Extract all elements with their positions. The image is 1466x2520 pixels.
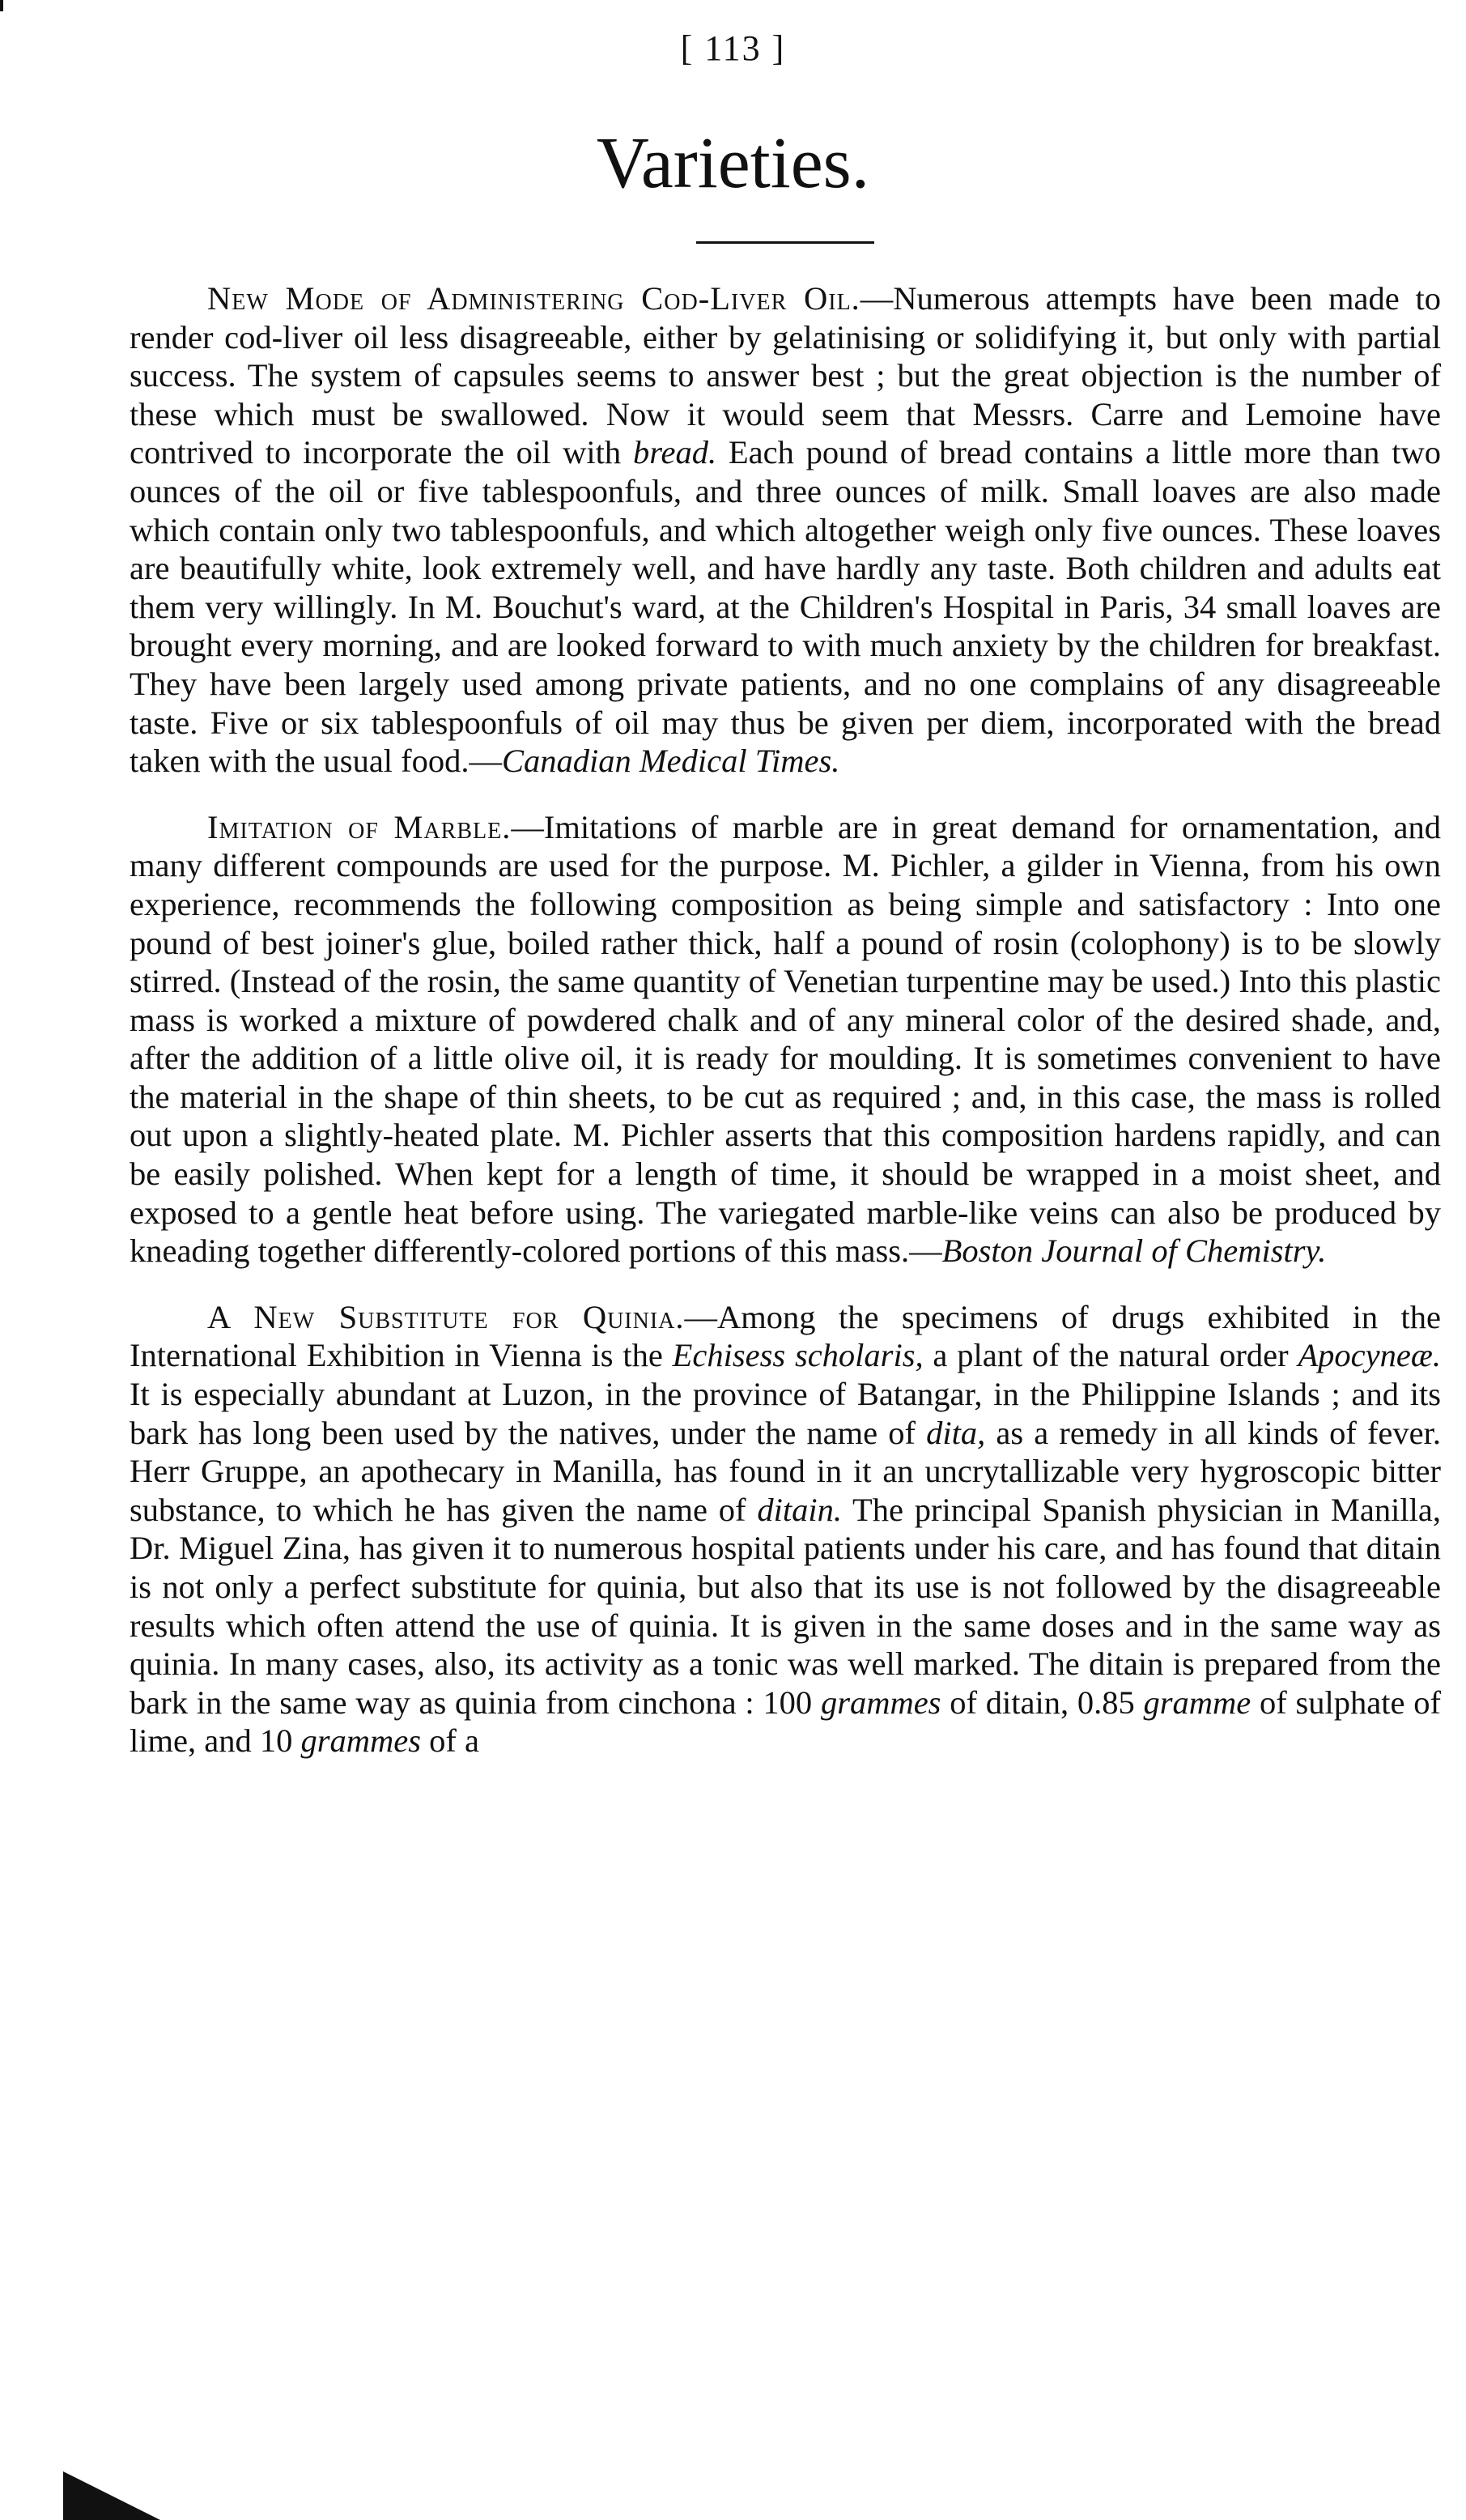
- article-quinia-substitute: [130, 1298, 1441, 1760]
- article-heading: Imitation of Marble.: [207, 808, 512, 845]
- article-text: as a remedy in all kinds of fever. Herr Gruppe, an apothecary in Manilla, has found in it an uncrytallizable very hygroscopic bitter substance, to which he has given the name of: [130, 1414, 1442, 1528]
- article-text: The principal Spanish physician in Manilla, Dr. Miguel Zina, has given it to numerous hospital patients under his care, and has found that ditain is not only a perfect substitute for quinia, but also that its use is not followed by the disagreeable results which often attend the use of quinia. It is given in the same doses and in the same way as quinia. In many cases, also, its activity as a tonic was well marked. The ditain is prepared from the bark in the same way as quinia from cinchona : 100: [130, 1491, 1441, 1721]
- emphasis-text: bread.: [632, 434, 717, 471]
- article-source: Canadian Medical Times.: [502, 743, 840, 780]
- article-body: [130, 279, 1441, 1788]
- corner-triangle-mark: [63, 2471, 160, 2520]
- article-text: —Numerous attempts have been made to render cod-liver oil less disagreeable, either by gelatinising or solidifying it, but only with partial success. The system of capsules seems to answer best ; but the great objection is the number of these which must be swallowed. Now it would seem that Messrs. Carre and Lemoine have contrived to incorporate the oil with: [130, 280, 1441, 471]
- article-text: —Among the specimens of drugs exhibited in the International Exhibition in Vienna is the: [130, 1298, 1441, 1374]
- emphasis-text: ditain.: [757, 1491, 842, 1528]
- page-title: Varieties.: [596, 123, 870, 203]
- emphasis-text: gramme: [1143, 1684, 1251, 1721]
- article-heading: A New Substitute for Quinia.: [207, 1298, 685, 1335]
- article-text: of ditain, 0.85: [941, 1684, 1144, 1721]
- article-text: Each pound of bread contains a little more than two ounces of the oil or five tablespoonfuls, and three ounces of milk. Small loaves are also made which contain only two tablespoonfuls, and which altogether weigh only five ounces. These loaves are beautifully white, look extremely well, and have hardly any taste. Both children and adults eat them very willingly. In M. Bouchut's ward, at the Children's Hospital in Paris, 34 small loaves are brought every morning, and are looked forward to with much anxiety by the children for breakfast. They have been largely used among private patients, and no one complains of any disagreeable taste. Five or six tablespoonfuls of oil may thus be given per diem, incorporated with the bread taken with the usual food.—: [130, 434, 1441, 780]
- title-divider: [696, 241, 874, 244]
- article-imitation-marble: [130, 808, 1441, 1271]
- article-heading: New Mode of Administering Cod-Liver Oil.: [207, 280, 860, 317]
- article-text: a plant of the natural order: [923, 1337, 1298, 1374]
- emphasis-text: Echisess scholaris,: [672, 1337, 924, 1374]
- article-cod-liver-oil: [130, 279, 1441, 781]
- page-number: [ 113 ]: [680, 28, 786, 68]
- emphasis-text: dita,: [926, 1414, 986, 1451]
- page-edge-mark: [0, 0, 3, 11]
- article-text: —Imitations of marble are in great demand for ornamentation, and many different compounds are used for the purpose. M. Pichler, a gilder in Vienna, from his own experience, recommends the following composition as being simple and satisfactory : Into one pound of best joiner's glue, boiled rather thick, half a pound of rosin (colophony) is to be slowly stirred. (Instead of the rosin, the same quantity of Venetian turpentine may be used.) Into this plastic mass is worked a mixture of powdered chalk and of any mineral color of the desired shade, and, after the addition of a little olive oil, it is ready for moulding. It is sometimes convenient to have the material in the shape of thin sheets, to be cut as required ; and, in this case, the mass is rolled out upon a slightly-heated plate. M. Pichler asserts that this composition hardens rapidly, and can be easily polished. When kept for a length of time, it should be wrapped in a moist sheet, and exposed to a gentle heat before using. The variegated marble-like veins can also be produced by kneading together differently-colored portions of this mass.—: [130, 808, 1442, 1270]
- article-text: of a: [420, 1722, 479, 1760]
- article-source: Boston Journal of Chemistry.: [941, 1232, 1327, 1270]
- article-text: It is especially abundant at Luzon, in the province of Batangar, in the Philippine Islands ; and its bark has long been used by the natives, under the name of: [130, 1376, 1441, 1451]
- emphasis-text: grammes: [820, 1684, 941, 1721]
- emphasis-text: grammes: [300, 1722, 421, 1760]
- emphasis-text: Apocyneæ.: [1298, 1337, 1441, 1374]
- article-text: of sulphate of lime, and 10: [130, 1684, 1441, 1760]
